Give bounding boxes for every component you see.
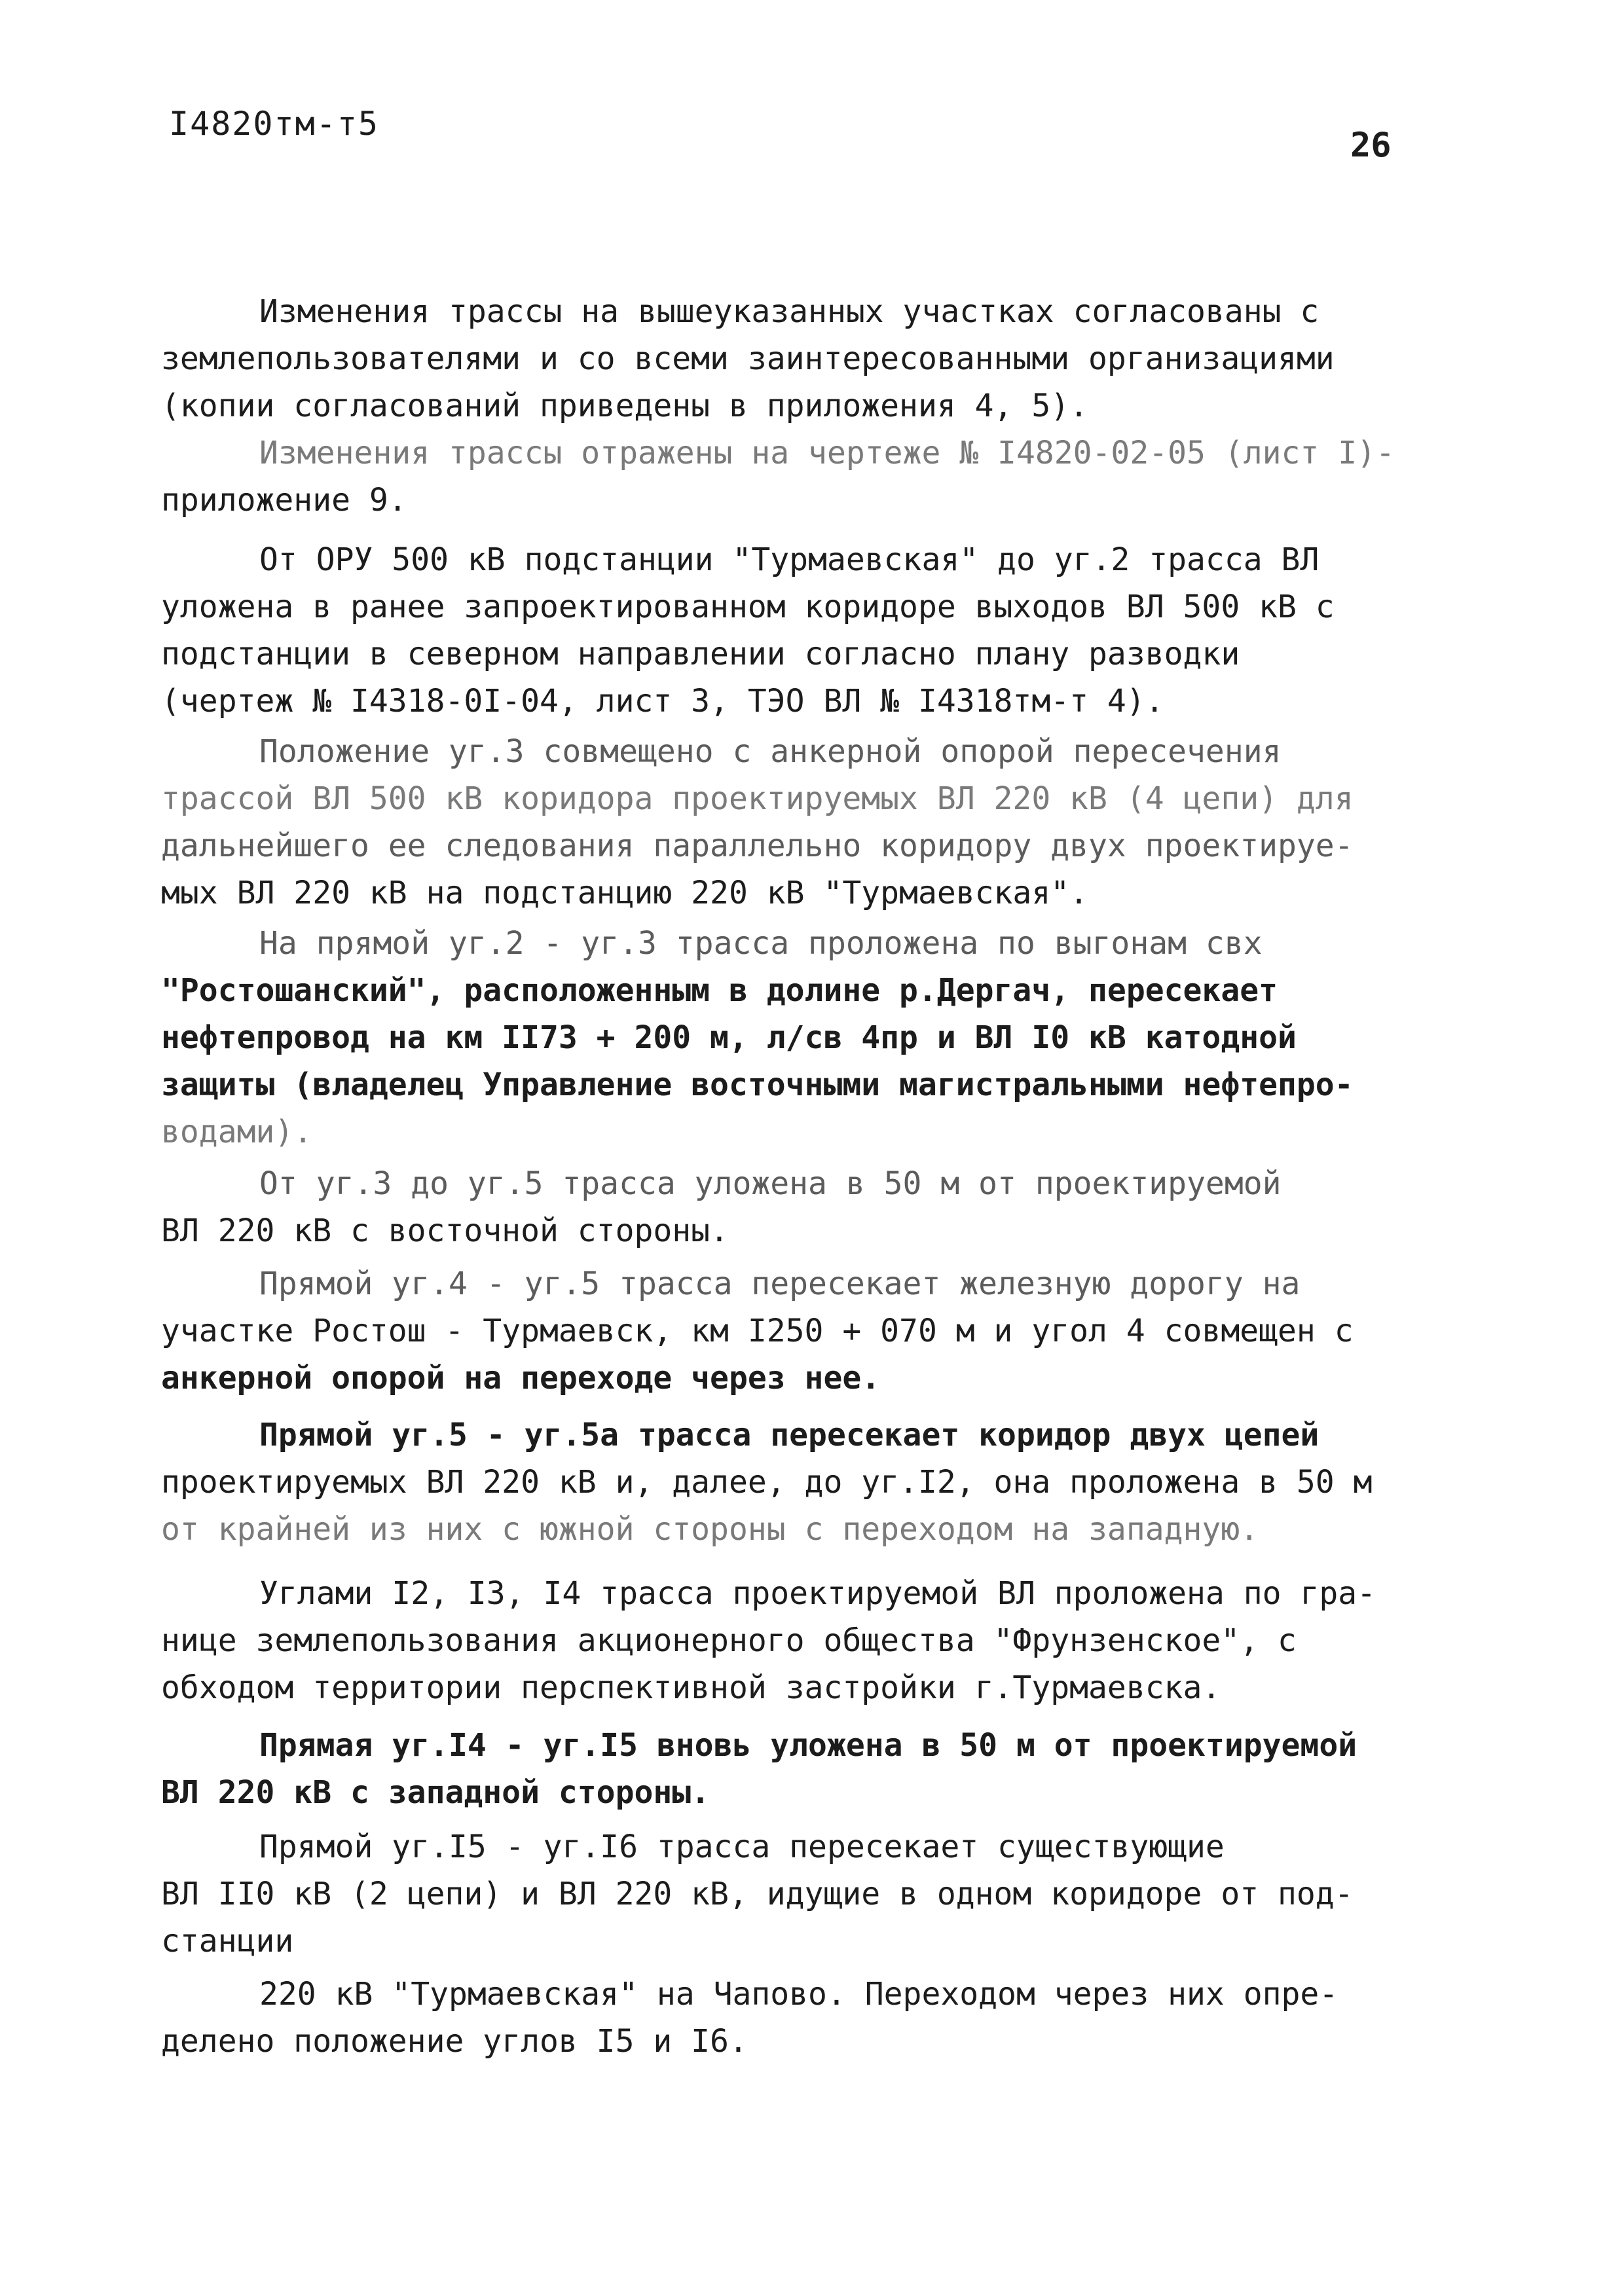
text-line: От ОРУ 500 кВ подстанции "Турмаевская" до уг.2 трасса ВЛ <box>259 541 1320 578</box>
text-line: проектируемых ВЛ 220 кВ и, далее, до уг.I2, она проложена в 50 м <box>161 1464 1373 1501</box>
text-line: нице землепользования акционерного общества "Фрунзенское", с <box>161 1622 1297 1659</box>
text-line: Прямая уг.I4 - уг.I5 вновь уложена в 50 м от проектируемой <box>259 1727 1357 1764</box>
text-line: от крайней из них с южной стороны с переходом на западную. <box>161 1511 1259 1548</box>
text-line: ВЛ II0 кВ (2 цепи) и ВЛ 220 кВ, идущие в одном коридоре от под- <box>161 1876 1354 1912</box>
page-number: 26 <box>1350 126 1392 165</box>
text-line: уложена в ранее запроектированном коридоре выходов ВЛ 500 кВ с <box>161 589 1335 625</box>
text-line: защиты (владелец Управление восточными магистральными нефтепро- <box>161 1066 1354 1103</box>
text-line: Прямой уг.5 - уг.5а трасса пересекает коридор двух цепей <box>259 1417 1320 1453</box>
text-line: Углами I2, I3, I4 трасса проектируемой ВЛ проложена по гра- <box>259 1575 1376 1612</box>
text-line: водами). <box>161 1114 313 1150</box>
text-line: Изменения трассы на вышеуказанных участках согласованы с <box>259 293 1320 330</box>
text-line: Прямой уг.4 - уг.5 трасса пересекает железную дорогу на <box>259 1266 1301 1302</box>
text-line: От уг.3 до уг.5 трасса уложена в 50 м от проектируемой <box>259 1165 1282 1202</box>
text-line: станции <box>161 1923 294 1959</box>
text-line: участке Ростош - Турмаевск, км I250 + 070 м и угол 4 совмещен с <box>161 1313 1354 1349</box>
text-line: трассой ВЛ 500 кВ коридора проектируемых ВЛ 220 кВ (4 цепи) для <box>161 780 1354 817</box>
text-line: Прямой уг.I5 - уг.I6 трасса пересекает существующие <box>259 1829 1225 1865</box>
text-line: дальнейшего ее следования параллельно коридору двух проектируе- <box>161 828 1354 864</box>
text-line: приложение 9. <box>161 482 407 519</box>
text-line: (копии согласований приведены в приложения 4, 5). <box>161 388 1089 424</box>
text-line: Изменения трассы отражены на чертеже № I4820-02-05 (лист I)- <box>259 435 1395 471</box>
text-line: "Ростошанский", расположенным в долине р.Дергач, пересекает <box>161 972 1278 1009</box>
text-line: ВЛ 220 кВ с восточной стороны. <box>161 1212 729 1249</box>
text-line: нефтепровод на км II73 + 200 м, л/св 4пр и ВЛ I0 кВ катодной <box>161 1019 1297 1056</box>
text-line: обходом территории перспективной застройки г.Турмаевска. <box>161 1669 1221 1706</box>
text-line: Положение уг.3 совмещено с анкерной опорой пересечения <box>259 733 1282 770</box>
text-line: мых ВЛ 220 кВ на подстанцию 220 кВ "Турмаевская". <box>161 875 1089 911</box>
document-code: I4820тм-т5 <box>169 105 380 143</box>
text-line: землепользователями и со всеми заинтересованными организациями <box>161 340 1335 377</box>
text-line: На прямой уг.2 - уг.3 трасса проложена по выгонам свх <box>259 925 1263 962</box>
text-line: подстанции в северном направлении согласно плану разводки <box>161 636 1240 672</box>
text-line: 220 кВ "Турмаевская" на Чапово. Переходом через них опре- <box>259 1976 1338 2013</box>
text-line: (чертеж № I4318-0I-04, лист 3, ТЭО ВЛ № I4318тм-т 4). <box>161 683 1164 720</box>
text-line: делено положение углов I5 и I6. <box>161 2023 748 2060</box>
text-line: ВЛ 220 кВ с западной стороны. <box>161 1774 710 1811</box>
text-line: анкерной опорой на переходе через нее. <box>161 1360 881 1396</box>
